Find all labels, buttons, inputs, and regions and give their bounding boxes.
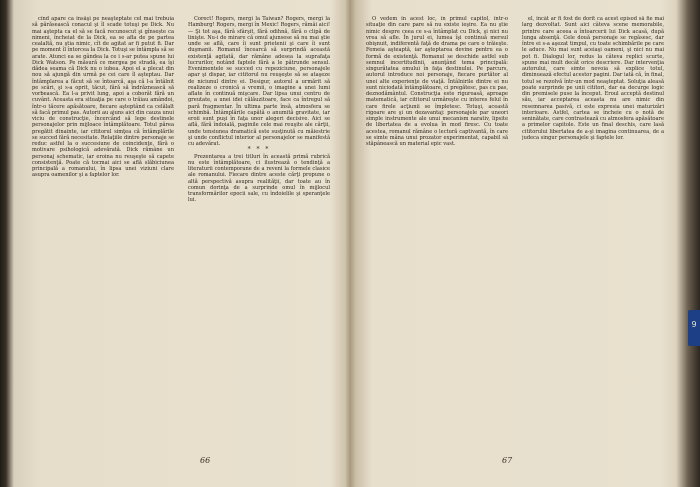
section-divider: * * * — [247, 146, 271, 154]
right-page-column-1 — [366, 16, 508, 436]
edge-tab-label: 9 — [691, 320, 697, 329]
right-page-column-2 — [522, 16, 664, 436]
page-number: 66 — [200, 456, 211, 465]
left-page — [14, 0, 346, 487]
right-page — [354, 0, 680, 487]
body-text: cînd apare ca însăşi pe neaşteptate cel mai trebuia să părăsească conacul şi îl scade totuşi pe Dick. Nu mai aştepta ca el să se facă recunoscut şi gînsește ca nimeni, încheiat de la Dick, ea se afla de pe partea cealaltă, nu ştia nimic, cît de agitat ar fi putut fi. Dar pe moment îl întorcea la Dick. Totuşi se întâmpla să se arate. Atunci ea se gândea la ce i s-ar putea spune lui Dick Watson. Pe măsură ce mergea pe stradă, ea îşi dădea seama că Dick nu o iubea. Apoi el a plecat din nou să ajungă din urmă pe cei care îl aşteptau. Dar întâmplarea a făcut să se întoarcă, aşa că l-a întâlnit pe scări, şi s-a oprit, tăcut, fără să îndrăznească să vorbească. Ea l-a privit lung, apoi a coborât fără un cuvânt. Aceasta era situaţia pe care o trăiau amândoi, într-o tăcere apăsătoare, fiecare aşteptând ca celălalt să facă primul pas. Autorii au ajuns aici din cauza unui viciu de construcţie, încercând să lege destinele personajelor prin mijloace întâmplătoare. Totul părea pregătit dinainte, iar cititorul simţea că întâmplările se succed fără necesitate. Relaţiile dintre personaje se reduc astfel la o succesiune de coincidenţe, fără o motivare psihologică adevărată. Dick rămâne un personaj schematic, iar eroina nu reuşeşte să capete consistenţă. Poate că tocmai aici se află slăbiciunea principală a romanului, în lipsa unei viziuni clare asupra oamenilor şi a faptelor lor. — [32, 16, 174, 179]
right-page-columns — [366, 16, 666, 436]
body-text: el, încât ar fi fost de dorit ca acest episod să fie mai larg dezvoltat. Sunt aici câteva scene memorabile, printre care aceea a întoarcerii lui Dick acasă, după lunga absenţă. Cele două personaje se regăsesc, dar între ei s-a aşezat timpul, cu toate schimbările pe care le aduce. Nu mai sunt aceiaşi oameni, şi nici nu mai pot fi. Dialogul lor, redus la câteva replici scurte, spune mai mult decât orice descriere. Dar intervenţia autorului, care simte nevoia să explice totul, diminuează efectul acestor pagini. Dar iată că, în final, totul se rezolvă într-un mod neaşteptat. Soluţia aleasă poate surprinde pe unii cititori, dar ea decurge logic din premisele puse la început. Eroul acceptă destinul său, iar acceptarea aceasta nu are nimic din resemnarea pasivă, ci este expresia unei maturizări interioare. Astfel, cartea se încheie cu o notă de seninătate, care contrastează cu atmosfera apăsătoare a primelor capitole. Este un final deschis, care lasă cititorului libertatea de a-şi imagina continuarea, de a judeca singur personajele şi faptele lor. — [522, 16, 664, 141]
body-text: Corect! Rogers, mergi la Taiwan? Rogers, mergi la Hamburg! Rogers, mergi în Mexic! Rogers, rămâi aici! — Şi tot aşa, fără sfârşit, fără odihnă, fără o clipă de linişte. Nu-i de mirare că omul ajunsese să nu mai ştie unde se află, care îi sunt prietenii şi care îi sunt duşmanii. Romanul încearcă să surprindă această existenţă agitată, dar rămâne adesea la suprafaţa lucrurilor, notând faptele fără a le pătrunde sensul. Evenimentele se succed cu repeziciune, personajele apar şi dispar, iar cititorul nu reuşeşte să se ataşeze de niciunul dintre ei. Desigur, autorul a urmărit să realizeze o cronică a vremii, o imagine a unei lumi aflate în continuă mişcare. Dar lipsa unui centru de greutate, a unei idei călăuzitoare, face ca întregul să pară fragmentar. În ultima parte însă, atmosfera se schimbă. Întâmplările capătă o anumită gravitate, iar eroii sunt puşi în faţa unor alegeri decisive. Aici se află, fără îndoială, paginile cele mai reuşite ale cărţii, unde tensiunea dramatică este susţinută cu măiestrie şi unde conflictul interior al personajelor se manifestă cu adevărat. — [188, 16, 330, 147]
left-page-columns — [32, 16, 330, 436]
left-page-column-2 — [188, 16, 330, 436]
page-number: 67 — [502, 456, 513, 465]
body-text: O vedem în acest loc, în primul capitol, într-o situaţie din care pare să nu existe ieşire. Ea nu ştie nimic despre ceea ce s-a întâmplat cu Dick, şi nici nu vrea să afle. În jurul ei, lumea îşi continuă mersul obişnuit, indiferentă faţă de drama pe care o trăieşte. Femeia aşteaptă, iar aşteptarea devine pentru ea o formă de existenţă. Romanul se deschide astfel sub semnul incertitudinii, anunţând tema principală: singurătatea omului în faţa destinului. Pe parcurs, autorul introduce noi personaje, fiecare purtător al unei alte experienţe de viaţă. Întâlnirile dintre ei nu sunt niciodată întâmplătoare, ci pregătesc, pas cu pas, deznodământul. Construcţia este riguroasă, aproape matematică, iar cititorul urmăreşte cu interes felul în care firele acţiunii se împletesc. Totuşi, această rigoare are şi un dezavantaj: personajele par uneori simple instrumente ale unui mecanism narativ, lipsite de libertatea de a evolua în mod firesc. Cu toate acestea, romanul rămâne o lectură captivantă, în care se simte mâna unui prozator experimentat, capabil să stăpânească un material epic vast. — [366, 16, 508, 147]
left-page-column-1 — [32, 16, 174, 436]
body-text: Prezentarea a trei titluri în această primă rubrică nu este întâmplătoare, ci ilustrează o tendinţă a literaturii contemporane de a reveni la formele clasice ale romanului. Fiecare dintre aceste cărţi propune o altă perspectivă asupra realităţii, dar toate au în comun dorinţa de a surprinde omul în mijlocul transformărilor epocii sale, cu îndoielile şi speranţele lui. — [188, 153, 330, 204]
